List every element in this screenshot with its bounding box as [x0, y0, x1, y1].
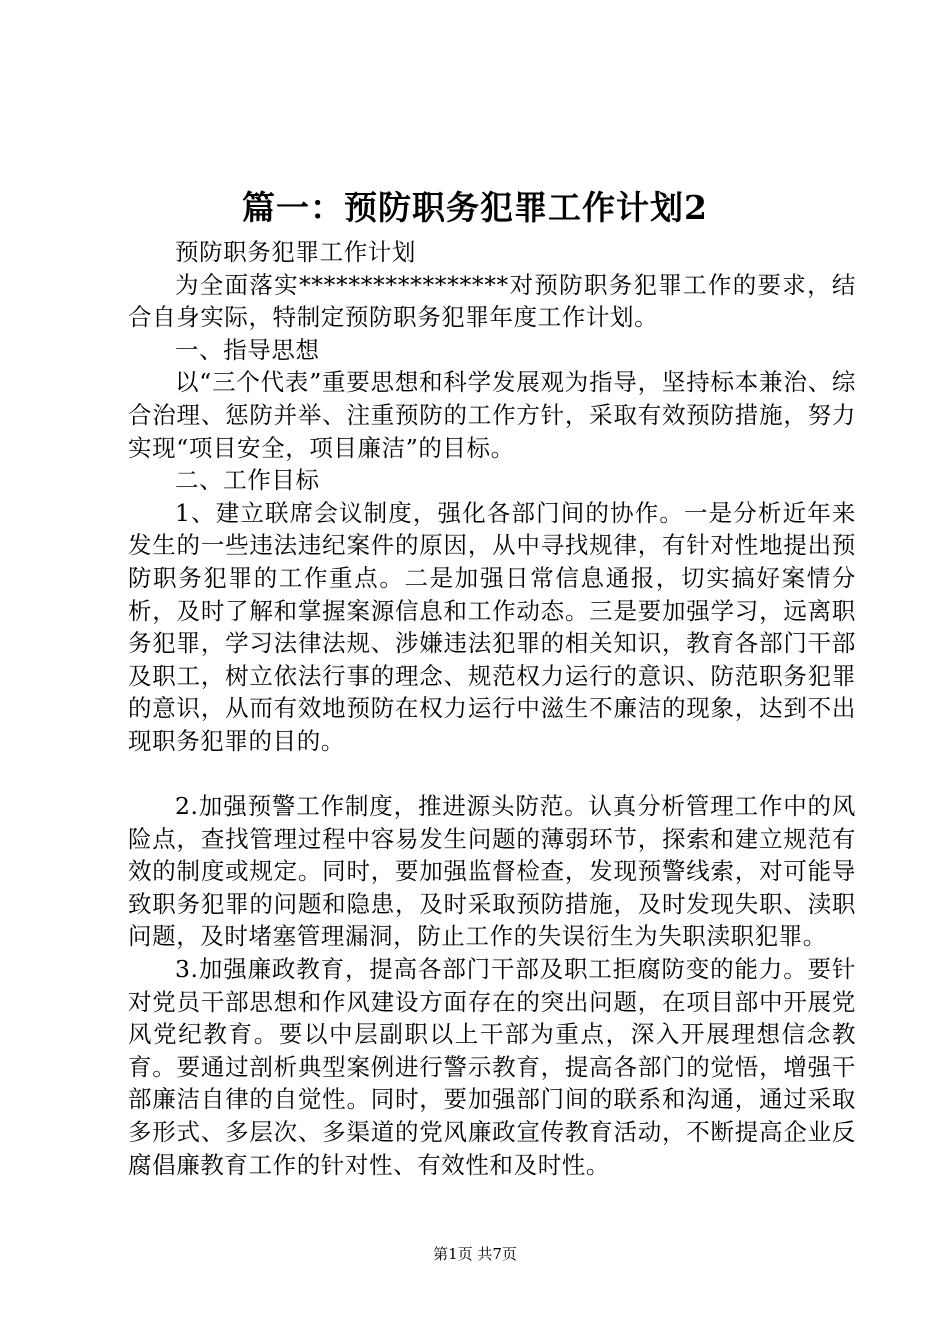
paragraph-goal-1: 1、建立联席会议制度，强化各部门间的协作。一是分析近年来发生的一些违法违纪案件的原因，从中寻找规律，有针对性地提出预防职务犯罪的工作重点。二是加强日常信息通报，切实搞好案情分析，及时了解和掌握案源信息和工作动态。三是要加强学习，远离职务犯罪，学习法律法规、涉嫌违法犯罪的相关知识，教育各部门干部及职工，树立依法行事的理念、规范权力运行的意识、防范职务犯罪的意识，从而有效地预防在权力运行中滋生不廉洁的现象，达到不出现职务犯罪的目的。 — [128, 498, 856, 755]
document-body — [128, 236, 856, 1181]
paragraph-subtitle: 预防职务犯罪工作计划 — [175, 238, 416, 266]
paragraph-guiding-thought: 以“三个代表”重要思想和科学发展观为指导，坚持标本兼治、综合治理、惩防并举、注重预防的工作方针，采取有效预防措施，努力实现“项目安全，项目廉洁”的目标。 — [128, 368, 856, 462]
document-title: 篇一：预防职务犯罪工作计划2 — [242, 188, 708, 227]
page-number: 第1页 共7页 — [433, 1245, 517, 1263]
paragraph-goal-2: 2.加强预警工作制度，推进源头防范。认真分析管理工作中的风险点，查找管理过程中容易发生问题的薄弱环节，探索和建立规范有效的制度或规定。同时，要加强监督检查，发现预警线索，对可能导致职务犯罪的问题和隐患，及时采取预防措施，及时发现失职、渎职问题，及时堵塞管理漏洞，防止工作的失误衍生为失职渎职犯罪。 — [128, 792, 856, 951]
heading-guiding-thought: 一、指导思想 — [175, 335, 320, 364]
paragraph-goal-3: 3.加强廉政教育，提高各部门干部及职工拒腐防变的能力。要针对党员干部思想和作风建设方面存在的突出问题，在项目部中开展党风党纪教育。要以中层副职以上干部为重点，深入开展理想信念教育。要通过剖析典型案例进行警示教育，提高各部门的觉悟，增强干部廉洁自律的自觉性。同时，要加强部门间的联系和沟通，通过采取多形式、多层次、多渠道的党风廉政宣传教育活动，不断提高企业反腐倡廉教育工作的针对性、有效性和及时性。 — [128, 955, 856, 1179]
paragraph-intro: 为全面落实*****************对预防职务犯罪工作的要求，结合自身实际，特制定预防职务犯罪年度工作计划。 — [128, 270, 856, 332]
heading-work-goals: 二、工作目标 — [175, 466, 320, 495]
